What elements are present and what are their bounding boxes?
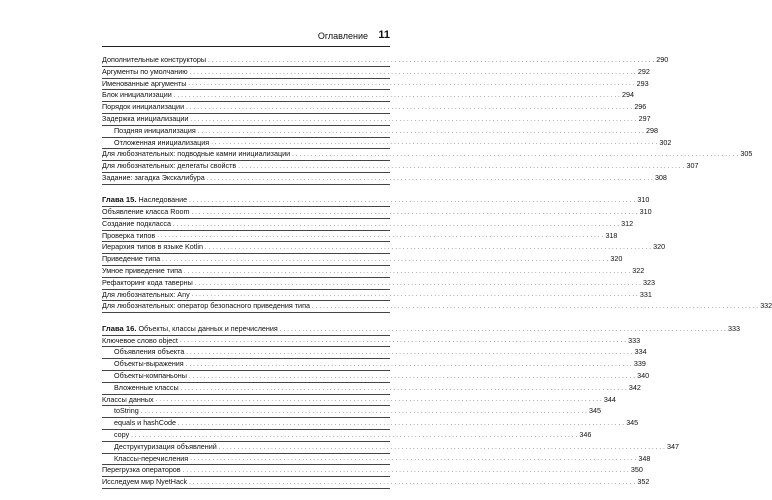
dot-leader: . . . . . . . . . . . . . . . . . . . . . . . . . . . . . . . . . . . . . . . . . . . . . . . . . . . . . . . . . . . . . . . . . . . . . . . . . . . . . . . . . . . . . . . . . . . . . . . . . . . . . . . . . . . . . . . . . . . . . . . . bbox=[190, 456, 637, 463]
table-of-contents bbox=[102, 55, 772, 489]
toc-entry bbox=[102, 418, 639, 430]
toc-entry-label: Для любознательных: оператор безопасного приведения типа bbox=[102, 301, 310, 311]
dot-leader: . . . . . . . . . . . . . . . . . . . . . . . . . . . . . . . . . . . . . . . . . . . . . . . . . . . . . . . . . . . . . . . . . . . . . . . . . . . . . . . . . . . . . . . . . . . . . . . . . . . . . . . . . . . . . . . . . . . . . . . . bbox=[191, 209, 638, 216]
toc-entry-label: Объявления объекта bbox=[114, 347, 185, 357]
toc-chapter-row bbox=[102, 323, 741, 336]
dot-leader: . . . . . . . . . . . . . . . . . . . . . . . . . . . . . . . . . . . . . . . . . . . . . . . . . . . . . . . . . . . . . . . . . . . . . . . . . . . . . . . . . . . . . . . . . . . . . . . . . . . . . . . . . . . . . . . . . . . . . . . . bbox=[218, 444, 666, 451]
toc-entry-label: Классы данных bbox=[102, 394, 154, 404]
dot-leader: . . . . . . . . . . . . . . . . . . . . . . . . . . . . . . . . . . . . . . . . . . . . . . . . . . . . . . . . . . . . . . . . . . . . . . . . . . . . . . . . . . . . . . . . . . . . . . . . . . . . . . . . . . . . . . . . . . . . . . . . bbox=[211, 140, 658, 147]
toc-entry-label: toString bbox=[114, 406, 139, 416]
toc-page-number: 297 bbox=[638, 113, 651, 123]
toc-page-number: 322 bbox=[632, 266, 645, 276]
toc-page-number: 348 bbox=[638, 453, 651, 463]
chapter-heading bbox=[102, 195, 189, 206]
toc-page-number: 323 bbox=[642, 277, 655, 287]
dot-leader: . . . . . . . . . . . . . . . . . . . . . . . . . . . . . . . . . . . . . . . . . . . . . . . . . . . . . . . . . . . . . . . . . . . . . . . . . . . . . . . . . . . . . . . . . . . . . . . . . . . . . . . . . . . . . . . . . . . . . . . . bbox=[189, 198, 636, 205]
toc-entry bbox=[102, 161, 699, 173]
toc-entry-label: Аргументы по умолчанию bbox=[102, 66, 188, 76]
toc-entry-label: Поздняя инициализация bbox=[114, 125, 196, 135]
dot-leader: . . . . . . . . . . . . . . . . . . . . . . . . . . . . . . . . . . . . . . . . . . . . . . . . . . . . . . . . . . . . . . . . . . . . . . . . . . . . . . . . . . . . . . . . . . . . . . . . . . . . . . . . . . . . . . . . . . . . . . . . bbox=[172, 221, 620, 228]
toc-entry bbox=[102, 301, 772, 313]
toc-entry-label: Блок инициализации bbox=[102, 90, 172, 100]
toc-entry-label: Умное приведение типа bbox=[102, 266, 182, 276]
dot-leader: . . . . . . . . . . . . . . . . . . . . . . . . . . . . . . . . . . . . . . . . . . . . . . . . . . . . . . . . . . . . . . . . . . . . . . . . . . . . . . . . . . . . . . . . . . . . . . . . . . . . . . . . . . . . . . . . . . . . . . . . bbox=[238, 163, 685, 170]
dot-leader: . . . . . . . . . . . . . . . . . . . . . . . . . . . . . . . . . . . . . . . . . . . . . . . . . . . . . . . . . . . . . . . . . . . . . . . . . . . . . . . . . . . . . . . . . . . . . . . . . . . . . . . . . . . . . . . . . . . . . . . . bbox=[180, 385, 627, 392]
toc-page-number: 307 bbox=[686, 161, 699, 171]
toc-entry-label: Проверка типов bbox=[102, 230, 156, 240]
toc-page-number: 352 bbox=[637, 477, 650, 487]
toc-entry bbox=[102, 90, 635, 102]
toc-entry-label: equals и hashCode bbox=[114, 418, 176, 428]
toc-entry-label: Задержка инициализации bbox=[102, 113, 189, 123]
dot-leader: . . . . . . . . . . . . . . . . . . . . . . . . . . . . . . . . . . . . . . . . . . . . . . . . . . . . . . . . . . . . . . . . . . . . . . . . . . . . . . . . . . . . . . . . . . . . . . . . . . . . . . . . . . . . . . . . . . . . . . . . bbox=[189, 69, 636, 76]
dot-leader: . . . . . . . . . . . . . . . . . . . . . . . . . . . . . . . . . . . . . . . . . . . . . . . . . . . . . . . . . . . . . . . . . . . . . . . . . . . . . . . . . . . . . . . . . . . . . . . . . . . . . . . . . . . . . . . . . . . . . . . . bbox=[190, 116, 637, 123]
toc-entry bbox=[102, 477, 650, 489]
page-number: 11 bbox=[378, 29, 390, 41]
toc-entry-label: Создание подкласса bbox=[102, 218, 171, 228]
chapter-number: Глава 16. bbox=[102, 323, 137, 333]
running-title: Оглавление bbox=[317, 31, 368, 41]
toc-entry-label: Иерархия типов в языке Kotlin bbox=[102, 242, 203, 252]
dot-leader: . . . . . . . . . . . . . . . . . . . . . . . . . . . . . . . . . . . . . . . . . . . . . . . . . . . . . . . . . . . . . . . . . . . . . . . . . . . . . . . . . . . . . . . . . . . . . . . . . . . . . . . . . . . . . . . . . . . . . . . . bbox=[182, 468, 629, 475]
dot-leader: . . . . . . . . . . . . . . . . . . . . . . . . . . . . . . . . . . . . . . . . . . . . . . . . . . . . . . . . . . . . . . . . . . . . . . . . . . . . . . . . . . . . . . . . . . . . . . . . . . . . . . . . . . . . . . . . . . . . . . . . bbox=[186, 350, 633, 357]
toc-entry bbox=[102, 335, 641, 348]
toc-entry-label: Для любознательных: подводные камни инициализации bbox=[102, 149, 291, 159]
toc-entry-label: Исследуем мир NyetHack bbox=[102, 477, 188, 487]
toc-entry bbox=[102, 370, 650, 383]
toc-page-number: 331 bbox=[639, 289, 652, 299]
section-gap bbox=[102, 185, 390, 196]
toc-page-number: 310 bbox=[639, 207, 652, 217]
toc-entry bbox=[102, 172, 667, 185]
dot-leader: . . . . . . . . . . . . . . . . . . . . . . . . . . . . . . . . . . . . . . . . . . . . . . . . . . . . . . . . . . . . . . . . . . . . . . . . . . . . . . . . . . . . . . . . . . . . . . . . . . . . . . . . . . . . . . . . . . . . . . . . bbox=[311, 304, 759, 311]
toc-page-number: 293 bbox=[636, 78, 649, 88]
toc-entry-label: copy bbox=[114, 429, 130, 439]
toc-entry-label: Рефакторинг кода таверны bbox=[102, 277, 193, 287]
toc-entry-label: Вложенные классы bbox=[114, 382, 179, 392]
toc-entry bbox=[102, 102, 647, 114]
dot-leader: . . . . . . . . . . . . . . . . . . . . . . . . . . . . . . . . . . . . . . . . . . . . . . . . . . . . . . . . . . . . . . . . . . . . . . . . . . . . . . . . . . . . . . . . . . . . . . . . . . . . . . . . . . . . . . . . . . . . . . . . bbox=[157, 233, 604, 240]
toc-page-number: 333 bbox=[628, 335, 641, 345]
toc-entry bbox=[102, 78, 649, 91]
toc-page-number: 310 bbox=[637, 195, 650, 205]
toc-entry bbox=[102, 429, 592, 442]
toc-page-number: 318 bbox=[605, 230, 618, 240]
toc-page-number: 347 bbox=[667, 441, 680, 451]
dot-leader: . . . . . . . . . . . . . . . . . . . . . . . . . . . . . . . . . . . . . . . . . . . . . . . . . . . . . . . . . . . . . . . . . . . . . . . . . . . . . . . . . . . . . . . . . . . . . . . . . . . . . . . . . . . . . . . . . . . . . . . . bbox=[140, 409, 587, 416]
toc-entry bbox=[102, 406, 601, 418]
toc-page-number: 320 bbox=[653, 242, 666, 252]
toc-page-number: 333 bbox=[728, 323, 741, 333]
toc-entry-label: Порядок инициализации bbox=[102, 102, 185, 112]
toc-entry bbox=[102, 230, 618, 243]
dot-leader: . . . . . . . . . . . . . . . . . . . . . . . . . . . . . . . . . . . . . . . . . . . . . . . . . . . . . . . . . . . . . . . . . . . . . . . . . . . . . . . . . . . . . . . . . . . . . . . . . . . . . . . . . . . . . . . . . . . . . . . . bbox=[197, 128, 645, 135]
toc-entry-label: Ключевое слово object bbox=[102, 335, 178, 345]
dot-leader: . . . . . . . . . . . . . . . . . . . . . . . . . . . . . . . . . . . . . . . . . . . . . . . . . . . . . . . . . . . . . . . . . . . . . . . . . . . . . . . . . . . . . . . . . . . . . . . . . . . . . . . . . . . . . . . . . . . . . . . . bbox=[184, 268, 631, 275]
toc-page-number: 312 bbox=[621, 218, 634, 228]
toc-page-number: 308 bbox=[654, 172, 667, 182]
toc-page-number: 320 bbox=[610, 254, 623, 264]
dot-leader: . . . . . . . . . . . . . . . . . . . . . . . . . . . . . . . . . . . . . . . . . . . . . . . . . . . . . . . . . . . . . . . . . . . . . . . . . . . . . . . . . . . . . . . . . . . . . . . . . . . . . . . . . . . . . . . . . . . . . . . . bbox=[279, 326, 727, 333]
toc-entry bbox=[102, 113, 651, 126]
toc-entry-label: Задание: загадка Экскалибура bbox=[102, 172, 205, 182]
dot-leader: . . . . . . . . . . . . . . . . . . . . . . . . . . . . . . . . . . . . . . . . . . . . . . . . . . . . . . . . . . . . . . . . . . . . . . . . . . . . . . . . . . . . . . . . . . . . . . . . . . . . . . . . . . . . . . . . . . . . . . . . bbox=[204, 245, 652, 252]
toc-page-number: 340 bbox=[637, 370, 650, 380]
toc-entry bbox=[102, 149, 753, 161]
dot-leader: . . . . . . . . . . . . . . . . . . . . . . . . . . . . . . . . . . . . . . . . . . . . . . . . . . . . . . . . . . . . . . . . . . . . . . . . . . . . . . . . . . . . . . . . . . . . . . . . . . . . . . . . . . . . . . . . . . . . . . . . bbox=[188, 81, 635, 88]
dot-leader: . . . . . . . . . . . . . . . . . . . . . . . . . . . . . . . . . . . . . . . . . . . . . . . . . . . . . . . . . . . . . . . . . . . . . . . . . . . . . . . . . . . . . . . . . . . . . . . . . . . . . . . . . . . . . . . . . . . . . . . . bbox=[173, 93, 621, 100]
toc-entry-label: Классы-перечисления bbox=[114, 453, 189, 463]
dot-leader: . . . . . . . . . . . . . . . . . . . . . . . . . . . . . . . . . . . . . . . . . . . . . . . . . . . . . . . . . . . . . . . . . . . . . . . . . . . . . . . . . . . . . . . . . . . . . . . . . . . . . . . . . . . . . . . . . . . . . . . . bbox=[177, 420, 625, 427]
dot-leader: . . . . . . . . . . . . . . . . . . . . . . . . . . . . . . . . . . . . . . . . . . . . . . . . . . . . . . . . . . . . . . . . . . . . . . . . . . . . . . . . . . . . . . . . . . . . . . . . . . . . . . . . . . . . . . . . . . . . . . . . bbox=[186, 104, 633, 111]
toc-entry-label: Деструктуризация объявлений bbox=[114, 441, 217, 451]
dot-leader: . . . . . . . . . . . . . . . . . . . . . . . . . . . . . . . . . . . . . . . . . . . . . . . . . . . . . . . . . . . . . . . . . . . . . . . . . . . . . . . . . . . . . . . . . . . . . . . . . . . . . . . . . . . . . . . . . . . . . . . . bbox=[179, 338, 627, 345]
toc-page-number: 296 bbox=[634, 102, 647, 112]
toc-page-number: 350 bbox=[630, 465, 643, 475]
toc-page-number: 298 bbox=[646, 125, 659, 135]
toc-entry-label: Объявление класса Room bbox=[102, 207, 190, 217]
chapter-number: Глава 15. bbox=[102, 195, 137, 205]
chapter-title: Объекты, классы данных и перечисления bbox=[138, 323, 278, 333]
toc-entry-label: Отложенная инициализация bbox=[114, 137, 210, 147]
toc-entry-label: Дополнительные конструкторы bbox=[102, 55, 207, 64]
toc-entry bbox=[102, 207, 652, 219]
toc-entry-label: Приведение типа bbox=[102, 254, 161, 264]
toc-entry bbox=[102, 55, 669, 67]
toc-entry bbox=[102, 289, 652, 302]
dot-leader: . . . . . . . . . . . . . . . . . . . . . . . . . . . . . . . . . . . . . . . . . . . . . . . . . . . . . . . . . . . . . . . . . . . . . . . . . . . . . . . . . . . . . . . . . . . . . . . . . . . . . . . . . . . . . . . . . . . . . . . . bbox=[292, 152, 739, 159]
toc-entry-label: Перегрузка операторов bbox=[102, 465, 181, 475]
toc-page-number: 339 bbox=[633, 359, 646, 369]
toc-page-number: 344 bbox=[603, 394, 616, 404]
toc-page-number: 334 bbox=[634, 347, 647, 357]
toc-page-number: 294 bbox=[622, 90, 635, 100]
toc-entry bbox=[102, 394, 616, 407]
toc-page-number: 345 bbox=[589, 406, 601, 416]
toc-chapter-row bbox=[102, 195, 650, 207]
chapter-title: Наследование bbox=[138, 195, 188, 205]
dot-leader: . . . . . . . . . . . . . . . . . . . . . . . . . . . . . . . . . . . . . . . . . . . . . . . . . . . . . . . . . . . . . . . . . . . . . . . . . . . . . . . . . . . . . . . . . . . . . . . . . . . . . . . . . . . . . . . . . . . . . . . . bbox=[208, 57, 655, 64]
toc-entry-label: Для любознательных: делегаты свойств bbox=[102, 161, 237, 171]
section-gap bbox=[102, 313, 390, 324]
toc-page-number: 292 bbox=[637, 66, 650, 76]
toc-entry bbox=[102, 137, 672, 150]
toc-page-number: 332 bbox=[760, 301, 772, 311]
toc-entry bbox=[102, 465, 643, 477]
toc-entry bbox=[102, 347, 647, 359]
toc-entry bbox=[102, 359, 646, 371]
toc-entry bbox=[102, 453, 651, 466]
toc-entry bbox=[102, 254, 623, 266]
toc-entry bbox=[102, 125, 659, 138]
toc-page-number: 302 bbox=[659, 137, 672, 147]
dot-leader: . . . . . . . . . . . . . . . . . . . . . . . . . . . . . . . . . . . . . . . . . . . . . . . . . . . . . . . . . . . . . . . . . . . . . . . . . . . . . . . . . . . . . . . . . . . . . . . . . . . . . . . . . . . . . . . . . . . . . . . . bbox=[191, 292, 638, 299]
toc-page-number: 342 bbox=[628, 382, 641, 392]
dot-leader: . . . . . . . . . . . . . . . . . . . . . . . . . . . . . . . . . . . . . . . . . . . . . . . . . . . . . . . . . . . . . . . . . . . . . . . . . . . . . . . . . . . . . . . . . . . . . . . . . . . . . . . . . . . . . . . . . . . . . . . . bbox=[206, 175, 653, 182]
dot-leader: . . . . . . . . . . . . . . . . . . . . . . . . . . . . . . . . . . . . . . . . . . . . . . . . . . . . . . . . . . . . . . . . . . . . . . . . . . . . . . . . . . . . . . . . . . . . . . . . . . . . . . . . . . . . . . . . . . . . . . . . bbox=[155, 397, 602, 404]
toc-entry-label: Объекты-компаньоны bbox=[114, 370, 187, 380]
toc-entry bbox=[102, 277, 655, 290]
toc-entry bbox=[102, 66, 650, 79]
toc-entry-label: Именованные аргументы bbox=[102, 78, 187, 88]
page-header bbox=[102, 28, 390, 47]
toc-entry bbox=[102, 266, 645, 278]
chapter-heading bbox=[102, 324, 280, 335]
toc-entry bbox=[102, 242, 666, 254]
toc-page-number: 290 bbox=[656, 55, 669, 64]
dot-leader: . . . . . . . . . . . . . . . . . . . . . . . . . . . . . . . . . . . . . . . . . . . . . . . . . . . . . . . . . . . . . . . . . . . . . . . . . . . . . . . . . . . . . . . . . . . . . . . . . . . . . . . . . . . . . . . . . . . . . . . . bbox=[189, 479, 636, 486]
toc-entry bbox=[102, 218, 634, 231]
dot-leader: . . . . . . . . . . . . . . . . . . . . . . . . . . . . . . . . . . . . . . . . . . . . . . . . . . . . . . . . . . . . . . . . . . . . . . . . . . . . . . . . . . . . . . . . . . . . . . . . . . . . . . . . . . . . . . . . . . . . . . . . bbox=[162, 257, 609, 264]
toc-entry-label: Объекты-выражения bbox=[114, 359, 184, 369]
toc-page-number: 346 bbox=[579, 429, 592, 439]
toc-entry bbox=[102, 441, 680, 454]
dot-leader: . . . . . . . . . . . . . . . . . . . . . . . . . . . . . . . . . . . . . . . . . . . . . . . . . . . . . . . . . . . . . . . . . . . . . . . . . . . . . . . . . . . . . . . . . . . . . . . . . . . . . . . . . . . . . . . . . . . . . . . . bbox=[131, 432, 578, 439]
toc-page-number: 345 bbox=[626, 418, 639, 428]
toc-page-number: 305 bbox=[740, 149, 753, 159]
dot-leader: . . . . . . . . . . . . . . . . . . . . . . . . . . . . . . . . . . . . . . . . . . . . . . . . . . . . . . . . . . . . . . . . . . . . . . . . . . . . . . . . . . . . . . . . . . . . . . . . . . . . . . . . . . . . . . . . . . . . . . . . bbox=[188, 373, 636, 380]
dot-leader: . . . . . . . . . . . . . . . . . . . . . . . . . . . . . . . . . . . . . . . . . . . . . . . . . . . . . . . . . . . . . . . . . . . . . . . . . . . . . . . . . . . . . . . . . . . . . . . . . . . . . . . . . . . . . . . . . . . . . . . . bbox=[194, 280, 641, 287]
toc-entry-label: Для любознательных: Any bbox=[102, 289, 190, 299]
toc-entry bbox=[102, 382, 641, 395]
dot-leader: . . . . . . . . . . . . . . . . . . . . . . . . . . . . . . . . . . . . . . . . . . . . . . . . . . . . . . . . . . . . . . . . . . . . . . . . . . . . . . . . . . . . . . . . . . . . . . . . . . . . . . . . . . . . . . . . . . . . . . . . bbox=[185, 361, 632, 368]
